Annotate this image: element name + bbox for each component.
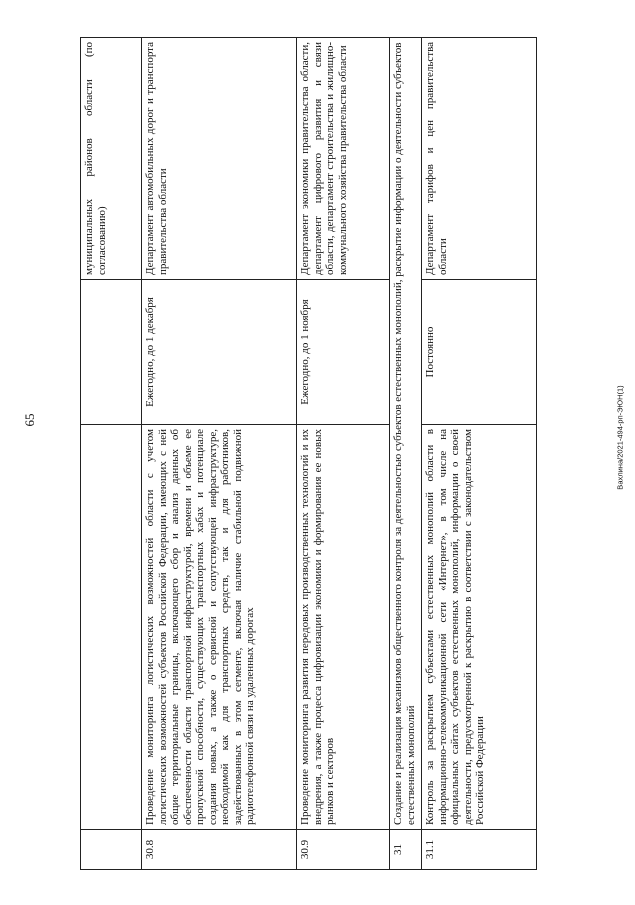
responsible-cell: Департамент тарифов и цен правительства области (422, 38, 537, 280)
measures-table-rotated (80, 38, 565, 870)
table-row (81, 38, 142, 870)
measure-cell: Проведение мониторинга логистических возможностей области с учетом логистических возможностей субъектов Российской Федерации, имеющих с ней общие территориальные границы, включающего сбор и анализ данных об обеспеченности области транспортной инфраструктурой, времени и объеме ее пропускной способности, существующих транспортных хабах и потенциале создания новых, а также о сервисной и сопутствующей инфраструктуре, необходимой как для транспортных средств, так и для работников, задействованных в этом сегменте, включая наличие стабильной подвижной радиотелефонной связи на удаленных дорогах (142, 425, 297, 830)
document-code: Вахлина/2021-494-рп-ЭЮН(1) (615, 385, 625, 490)
term-cell (81, 280, 142, 425)
table-row (422, 38, 537, 870)
responsible-cell: Департамент экономики правительства области, департамент цифрового развития и связи области, департамент строительства и жилищно-коммунального хозяйства правительства области (297, 38, 390, 280)
page-number: 65 (22, 413, 37, 427)
table-row (297, 38, 390, 870)
num-cell: 31.1 (422, 830, 537, 870)
num-cell (81, 830, 142, 870)
measure-cell (81, 425, 142, 830)
term-cell: Ежегодно, до 1 ноября (297, 280, 390, 425)
num-cell: 30.8 (142, 830, 297, 870)
term-cell: Ежегодно, до 1 декабря (142, 280, 297, 425)
measures-table (80, 37, 537, 870)
measure-cell: Проведение мониторинга развития передовых производственных технологий и их внедрения, а также процесса цифровизации экономики и формирования ее новых рынков и секторов (297, 425, 390, 830)
num-cell: 31 (390, 830, 422, 870)
responsible-cell: Департамент автомобильных дорог и транспорта правительства области (142, 38, 297, 280)
responsible-cell: муниципальных районов области (по согласованию) (81, 38, 142, 280)
section-heading-cell: Создание и реализация механизмов общественного контроля за деятельностью субъектов естественных монополий, раскрытие информации о деятельности субъектов естественных монополий (390, 38, 422, 830)
num-cell: 30.9 (297, 830, 390, 870)
measure-cell: Контроль за раскрытием субъектами естественных монополий области в информационно-телекоммуникационной сети «Интернет», в том числе на официальных сайтах субъектов естественных монополий, информации о своей деятельности, предусмотренной к раскрытию в соответствии с законодательством Российской Федерации (422, 425, 537, 830)
table-row (390, 38, 422, 870)
table-row (142, 38, 297, 870)
term-cell: Постоянно (422, 280, 537, 425)
